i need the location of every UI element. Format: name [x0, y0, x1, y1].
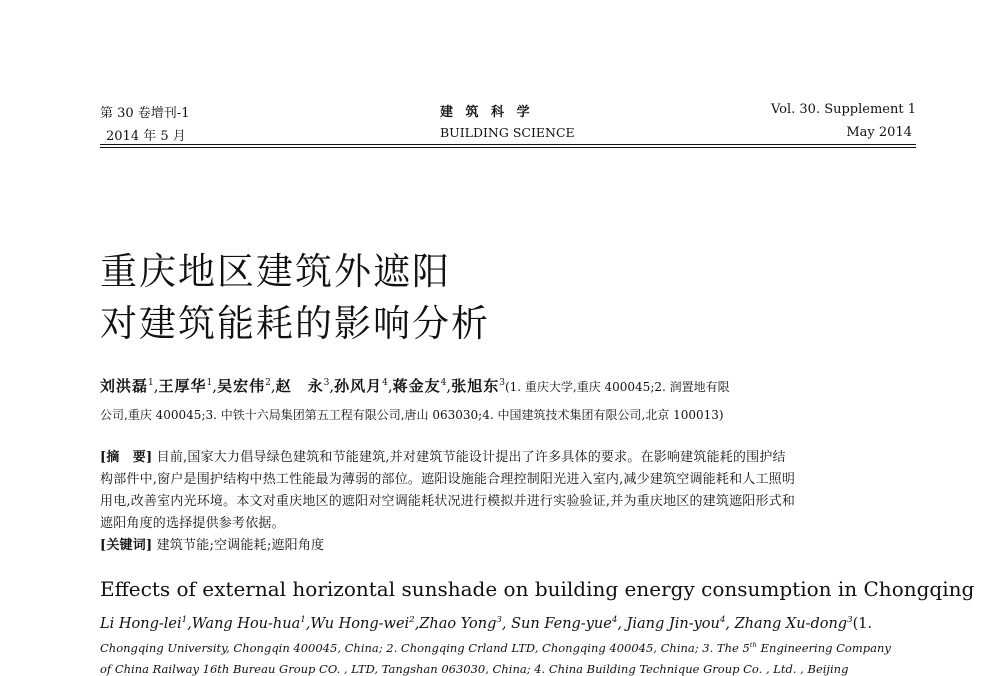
author-affiliation-mark: 3 [323, 378, 330, 388]
author-name: Zhang Xu-dong [734, 616, 848, 632]
author-affiliation-mark: 4 [382, 378, 388, 388]
author-name: Li Hong-lei [100, 616, 182, 632]
journal-date-cn: 2014 年 5 月 [106, 129, 186, 144]
author-name: 孙风月 [334, 377, 383, 395]
author-affiliation-mark: 2 [265, 378, 271, 388]
affiliation-en-text-b: Engineering Company [757, 641, 891, 655]
journal-name-cn: 建 筑 科 学 [440, 105, 534, 120]
author-affiliation-mark: 1 [206, 378, 213, 388]
author-separator: , [414, 616, 420, 632]
author-separator: , [725, 616, 735, 632]
affiliation-en-sup: th [749, 641, 757, 650]
abstract-line-4: 遮阳角度的选择提供参考依据。 [100, 516, 285, 531]
author-separator: , [212, 377, 218, 395]
author-affiliation-mark: 1 [300, 615, 306, 626]
authors-cn-line [100, 375, 730, 396]
author-affiliation-mark: 2 [409, 615, 415, 626]
author-separator: , [617, 616, 627, 632]
keywords-label: [关键词] [100, 538, 153, 553]
author-separator: , [501, 616, 512, 632]
title-cn-line2: 对建筑能耗的影响分析 [100, 302, 490, 345]
author-name: 张旭东 [451, 377, 500, 395]
author-affiliation-mark: 4 [611, 615, 618, 626]
abstract-text-1: 目前,国家大力倡导绿色建筑和节能建筑,并对建筑节能设计提出了许多具体的要求。在影响建筑能耗的围护结 [156, 450, 786, 465]
abstract-line-2: 构部件中,窗户是围护结构中热工性能最为薄弱的部位。遮阳设施能合理控制阳光进入室内,减少建筑空调能耗和人工照明 [100, 472, 796, 487]
abstract-line-3: 用电,改善室内光环境。本文对重庆地区的遮阳对空调能耗状况进行模拟并进行实验验证,并为重庆地区的建筑遮阳形式和 [100, 494, 796, 509]
author-separator: , [329, 377, 335, 395]
author-name: 王厚华 [158, 377, 207, 395]
author-separator: , [305, 616, 311, 632]
author-name: 刘洪磊 [100, 377, 149, 395]
author-affiliation-mark: 3 [847, 615, 853, 626]
author-separator: , [153, 377, 159, 395]
author-name: 蒋金友 [392, 377, 441, 395]
author-name: Sun Feng-yue [511, 616, 612, 632]
affiliation-cn-line2: 公司,重庆 400045;3. 中铁十六局集团第五工程有限公司,唐山 063030;4. 中国建筑技术集团有限公司,北京 100013) [100, 408, 724, 422]
author-name: 吴宏伟 [217, 377, 266, 395]
journal-date-en: May 2014 [846, 125, 912, 140]
header-rule-top [100, 144, 916, 145]
author-affiliation-mark: 3 [496, 615, 502, 626]
authors-en [100, 616, 853, 632]
author-affiliation-mark: 4 [440, 378, 447, 388]
author-affiliation-mark: 1 [181, 615, 188, 626]
affiliation-en-text-a: Chongqing University, Chongqin 400045, China; 2. Chongqing Crland LTD, Chongqing 400045, China; 3. The 5 [100, 641, 750, 655]
title-cn-line1: 重庆地区建筑外遮阳 [100, 250, 451, 293]
affiliation-en-start: (1. [852, 616, 873, 632]
author-name: Zhao Yong [419, 616, 497, 632]
author-name: Jiang Jin-you [626, 616, 720, 632]
affiliation-en-line1 [100, 641, 891, 655]
keywords-line [100, 534, 324, 553]
author-separator: , [387, 377, 393, 395]
authors-cn [100, 377, 505, 395]
abstract-label: [摘 要] [100, 450, 153, 465]
header-rule-bottom [100, 147, 916, 148]
title-en: Effects of external horizontal sunshade on building energy consumption in Chongqing [100, 577, 975, 601]
journal-name-en: BUILDING SCIENCE [440, 125, 575, 140]
author-separator: , [187, 616, 192, 632]
author-name: 赵 永 [275, 377, 324, 395]
author-separator: , [270, 377, 276, 395]
author-affiliation-mark: 1 [148, 378, 154, 388]
journal-volume-cn: 第 30 卷增刊-1 [100, 106, 190, 121]
author-name: Wang Hou-hua [191, 616, 301, 632]
author-affiliation-mark: 3 [499, 378, 505, 388]
affiliation-cn-start: (1. 重庆大学,重庆 400045;2. 润置地有限 [504, 380, 730, 394]
author-name: Wu Hong-wei [310, 616, 410, 632]
author-separator: , [446, 377, 452, 395]
abstract-line-1 [100, 446, 786, 465]
affiliation-en-line2: of China Railway 16th Bureau Group CO. , LTD, Tangshan 063030, China; 4. China Building Technique Group Co. , Ltd. , Beijing [100, 662, 849, 676]
authors-en-line [100, 616, 872, 632]
keywords-text: 建筑节能;空调能耗;遮阳角度 [156, 538, 325, 553]
journal-volume-en: Vol. 30. Supplement 1 [770, 102, 916, 117]
author-affiliation-mark: 4 [719, 615, 726, 626]
